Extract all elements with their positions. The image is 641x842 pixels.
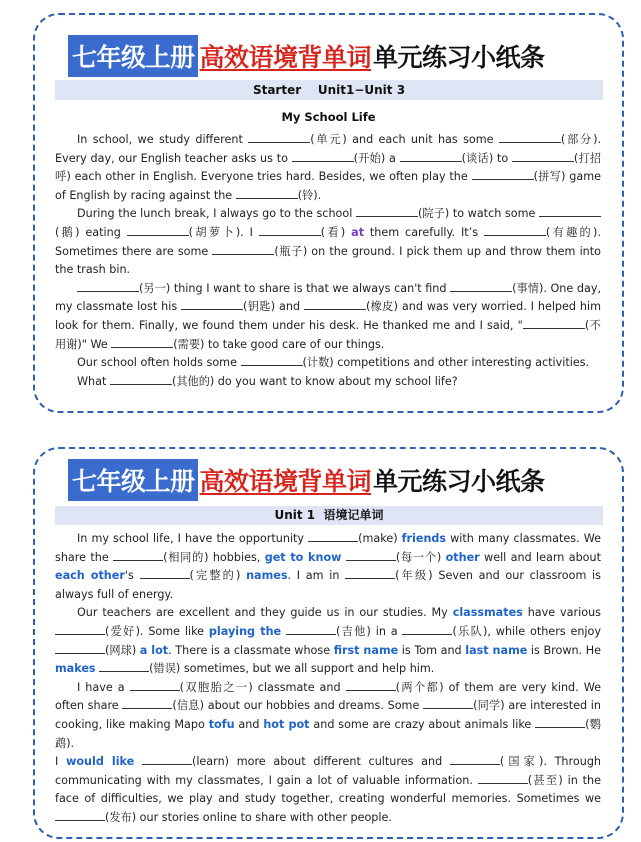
keyword: makes <box>55 662 96 676</box>
fill-blank[interactable] <box>450 754 500 765</box>
fill-blank[interactable] <box>346 550 396 561</box>
fill-blank[interactable] <box>308 531 358 542</box>
fill-blank[interactable] <box>241 355 303 366</box>
text: (另一) thing I want to share is that we always can't find <box>139 281 451 295</box>
fill-blank[interactable] <box>472 169 534 180</box>
title-grade: 七年级上册 <box>68 35 198 77</box>
keyword: would like <box>66 755 135 769</box>
text: Our school often holds some <box>77 356 241 370</box>
text: 's <box>124 569 140 583</box>
text: (谈话) to <box>461 151 512 165</box>
keyword: first name <box>333 643 399 657</box>
fill-blank[interactable] <box>130 680 180 691</box>
worksheet-card-unit1 <box>33 447 624 839</box>
fill-blank[interactable] <box>286 624 336 635</box>
paragraph-4 <box>55 753 601 827</box>
text: . I am in <box>287 569 346 583</box>
fill-blank[interactable] <box>450 281 512 292</box>
passage-title: My School Life <box>281 110 376 124</box>
text: (看) <box>320 225 352 239</box>
text: (错误) sometimes, but we all support and help him. <box>149 662 435 676</box>
fill-blank[interactable] <box>55 624 105 635</box>
fill-blank[interactable] <box>181 299 243 310</box>
text: In my school life, I have the opportunity <box>77 532 309 545</box>
title-method: 高效语境背单词 <box>199 467 372 496</box>
keyword: classmates <box>452 606 523 620</box>
fill-blank[interactable] <box>512 151 574 162</box>
text: and some are crazy about animals like <box>309 717 536 731</box>
fill-blank[interactable] <box>423 698 473 709</box>
text: is Tom and <box>398 643 466 657</box>
text: What <box>77 374 110 388</box>
worksheet-card-starter <box>33 13 624 413</box>
fill-blank[interactable] <box>142 754 192 765</box>
fill-blank[interactable] <box>248 132 310 143</box>
keyword: friends <box>401 532 447 545</box>
text: (拼写) game of English by racing against the <box>55 170 602 202</box>
fill-blank[interactable] <box>110 374 172 385</box>
fill-blank[interactable] <box>111 337 173 348</box>
text: (甚至) in the face of difficulties, we play and study together, creating wonderful memories. Sometimes we <box>55 773 601 806</box>
text: (双胞胎之一) classmate and <box>179 680 346 694</box>
unit-heading: Unit 1 语境记单词 <box>55 506 603 525</box>
passage-body <box>55 131 601 391</box>
fill-blank[interactable] <box>212 244 274 255</box>
text: I <box>55 755 66 769</box>
text: (网球) <box>105 643 140 657</box>
text: I have a <box>77 680 130 694</box>
text: (胡萝卜). I <box>188 225 259 239</box>
text: (打招呼) each other in English. Everyone tries hard. Besides, we often play the <box>55 151 602 184</box>
text: is Brown. He <box>527 643 601 657</box>
text: (吉他) in a <box>335 624 403 638</box>
paragraph-1 <box>55 131 601 205</box>
text <box>134 755 142 768</box>
fill-blank[interactable] <box>304 299 366 310</box>
unit-heading: Starter Unit1−Unit 3 <box>55 80 603 100</box>
keyword: last name <box>465 643 528 657</box>
paragraph-3 <box>55 679 601 753</box>
text: (其他的) do you want to know about my school life? <box>171 374 458 388</box>
text: (鹦鹉). <box>55 717 601 750</box>
text: (learn) more about different cultures and <box>191 755 450 769</box>
text: (信息) about our hobbies and dreams. Some <box>172 699 424 713</box>
text: (乐队), while others enjoy <box>452 624 601 638</box>
text: (需要) to take good care of our things. <box>173 337 385 351</box>
text: (橡皮) and was very worried. I helped him look for them. Finally, we found them under his desk. He thanked me and I said, " <box>55 300 601 332</box>
text: (完整的) <box>189 569 247 583</box>
text: them carefully. It’s <box>364 225 484 239</box>
text: (铃). <box>297 188 322 202</box>
title-type: 单元练习小纸条 <box>373 43 545 72</box>
text: (年级) Seven and our classroom is always full of energy. <box>55 569 601 601</box>
text: have various <box>522 606 602 620</box>
keyword: each other <box>55 569 125 583</box>
fill-blank[interactable] <box>402 624 452 635</box>
paragraph-2 <box>55 205 601 279</box>
fill-blank[interactable] <box>484 225 546 236</box>
passage-body <box>55 530 601 828</box>
paragraph-1 <box>55 530 601 604</box>
worksheet-title <box>68 35 545 77</box>
text: (钥匙) and <box>243 300 304 314</box>
fill-blank[interactable] <box>346 680 396 691</box>
text: (单元) and each unit has some <box>310 133 499 146</box>
text: with many classmates. We share the <box>55 532 601 564</box>
text: (事情). One day, my classmate lost his <box>55 281 601 314</box>
text: (两个都) of them are very kind. We often share <box>55 680 601 713</box>
paragraph-3 <box>55 280 601 354</box>
text: . There is a classmate whose <box>168 643 334 657</box>
paragraph-4 <box>55 354 601 373</box>
text: During the lunch break, I always go to the school <box>77 207 356 221</box>
title-method: 高效语境背单词 <box>199 43 372 72</box>
keyword: names <box>246 569 288 583</box>
fill-blank[interactable] <box>55 643 105 654</box>
keyword: playing the <box>208 624 282 638</box>
paragraph-2 <box>55 604 601 678</box>
text: In school, we study different <box>77 133 249 146</box>
fill-blank[interactable] <box>140 568 190 579</box>
text: (相同的) hobbies, <box>163 550 265 564</box>
fill-blank[interactable] <box>99 661 149 672</box>
title-grade: 七年级上册 <box>68 459 198 501</box>
text: (不用谢)" We <box>55 318 601 351</box>
keyword: a lot <box>139 643 169 657</box>
worksheet-title <box>68 459 545 501</box>
fill-blank[interactable] <box>539 206 601 217</box>
text: well and learn about <box>479 550 601 564</box>
keyword: tofu <box>208 717 235 731</box>
text: (院子) to watch some <box>417 207 539 221</box>
keyword: at <box>351 225 365 239</box>
fill-blank[interactable] <box>292 151 354 162</box>
paragraph-5 <box>55 373 601 392</box>
text: (有趣的). Sometimes there are some <box>55 225 601 258</box>
text: (make) <box>358 532 402 545</box>
fill-blank[interactable] <box>77 281 139 292</box>
fill-blank[interactable] <box>499 132 561 143</box>
keyword: other <box>445 550 480 564</box>
fill-blank[interactable] <box>122 698 172 709</box>
text: Our teachers are excellent and they guide us in our studies. My <box>77 606 453 620</box>
text: (瓶子) on the ground. I pick them up and throw them into the trash bin. <box>55 244 601 277</box>
fill-blank[interactable] <box>535 717 585 728</box>
text: (鹅) eating <box>55 225 127 239</box>
fill-blank[interactable] <box>127 225 189 236</box>
keyword: hot pot <box>263 717 310 731</box>
text: and <box>234 717 264 731</box>
text: (计数) competitions and other interesting activities. <box>302 356 590 370</box>
text: (国家). Through communicating with my classmates, I gain a lot of valuable information. <box>55 755 602 787</box>
text: (开始) a <box>353 151 400 165</box>
fill-blank[interactable] <box>400 151 462 162</box>
fill-blank[interactable] <box>345 568 395 579</box>
fill-blank[interactable] <box>356 206 418 217</box>
text: (部分). Every day, our English teacher asks us to <box>55 133 601 165</box>
title-type: 单元练习小纸条 <box>373 467 545 496</box>
fill-blank[interactable] <box>55 810 105 821</box>
text: (发布) our stories online to share with other people. <box>105 810 392 824</box>
fill-blank[interactable] <box>236 188 298 199</box>
text: (同学) are interested in cooking, like making Mapo <box>55 699 602 731</box>
keyword: get to know <box>264 550 342 564</box>
text: (每一个) <box>395 550 446 564</box>
fill-blank[interactable] <box>478 773 528 784</box>
fill-blank[interactable] <box>523 318 585 329</box>
text: (爱好). Some like <box>105 624 209 638</box>
fill-blank[interactable] <box>259 225 321 236</box>
fill-blank[interactable] <box>113 550 163 561</box>
